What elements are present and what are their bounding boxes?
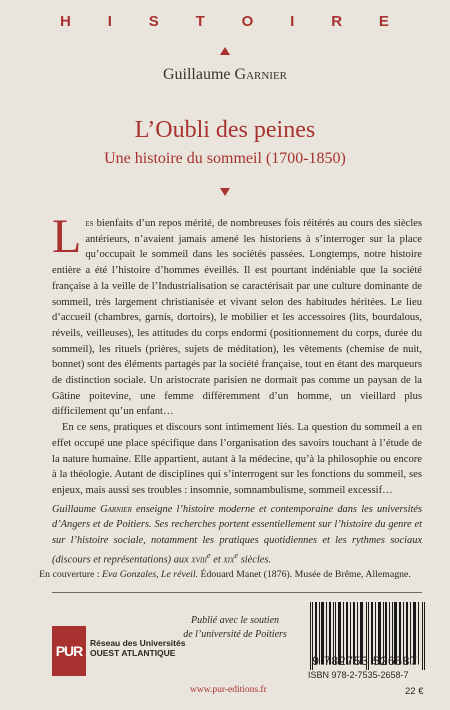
series-letter: I bbox=[107, 13, 113, 30]
publisher-logo bbox=[52, 626, 186, 676]
isbn: ISBN 978-2-7535-2658-7 bbox=[308, 670, 409, 680]
book-subtitle: Une histoire du sommeil (1700-1850) bbox=[104, 150, 346, 167]
drop-cap: L bbox=[52, 210, 82, 263]
triangle-up-icon bbox=[220, 47, 230, 55]
support-note: Publié avec le soutien de l’université de Poitiers bbox=[183, 615, 287, 640]
pur-logo-icon: PUR bbox=[52, 626, 86, 676]
series-letter: E bbox=[378, 13, 390, 30]
series-letter: S bbox=[148, 13, 160, 30]
series-letter: I bbox=[290, 13, 296, 30]
triangle-down-icon bbox=[220, 188, 230, 196]
lead-word: es bbox=[85, 218, 94, 229]
series-letter: R bbox=[331, 13, 344, 30]
author-bio: Guillaume Garnier enseigne l’histoire moderne et contemporaine dans les universités d’Angers et de Poitiers. Ses recherches portent essentiellement sur l’histoire du genre et sur l’histoire sociale, notamment les pratiques quotidiennes et les rythmes sociaux (discours et représentations) aux xviii$^e$ et xix$^e$ siècles. bbox=[52, 504, 422, 566]
blurb-paragraph-2: En ce sens, pratiques et discours sont intimement liés. La question du sommeil a en effet occupé une place spécifique dans l’organisation des savoirs touchant à l’étude de la nature humaine. Elle appartient, autant à la médecine, qu’à la philosophie ou encore à la théologie. Autant de disciplines qui s’interrogent sur les fonctions du sommeil, ses enjeux, mais aussi ses troubles : insomnie, somnambulisme, sommeil excessif… bbox=[52, 422, 422, 496]
series-header bbox=[0, 13, 450, 30]
cover-credit: En couverture : Eva Gonzales, Le réveil. Édouard Manet (1876). Musée de Brême, Allemagne. bbox=[39, 569, 411, 580]
book-title: L’Oubli des peines bbox=[134, 117, 316, 143]
series-letter: H bbox=[60, 13, 72, 30]
series-letter: O bbox=[241, 13, 255, 30]
divider-rule bbox=[52, 592, 422, 593]
publisher-network: Réseau des Universités OUEST ATLANTIQUE bbox=[90, 638, 186, 658]
blurb-paragraph-1: Les bienfaits d’un repos mérité, de nombreuses fois réitérés au cours des siècles antérieurs, n’avaient jamais amené les historiens à s’interroger sur la place qu’occupait le sommeil dans les sociétés passées. Longtemps, notre histoire entière a été l’histoire d’hommes éveillés. Il est pourtant indéniable que la société française à la veille de l’Industrialisation se caractérisait par une culture dominante de sommeil, très largement christianisée et vivant selon des habitudes héritées. Le lieu d’accueil (chambres, garnis, dortoirs), le mobilier et les accessoires (lits, bourdalous, réveils, veilleuses), les attitudes du corps endormi (positionnement du corps, durée du sommeil), les rituels (prières, sujets de méditation), les vêtements (chemise de nuit, bonnet) sont des éléments partagés par la société française, tout en étant des marqueurs de distinction sociale. Un aristocrate parisien ne dormait pas comme un paysan de la Gâtine poitevine, une femme différemment d’un homme, un vieillard plus difficilement qu’un enfant… bbox=[52, 210, 422, 418]
publisher-website: www.pur-editions.fr bbox=[190, 685, 267, 695]
series-letter: T bbox=[195, 13, 206, 30]
author-name: Guillaume Garnier bbox=[162, 66, 288, 83]
blurb bbox=[52, 210, 422, 499]
barcode-digits: 9 782753 526587 bbox=[312, 654, 418, 668]
price: 22 € bbox=[405, 686, 424, 697]
